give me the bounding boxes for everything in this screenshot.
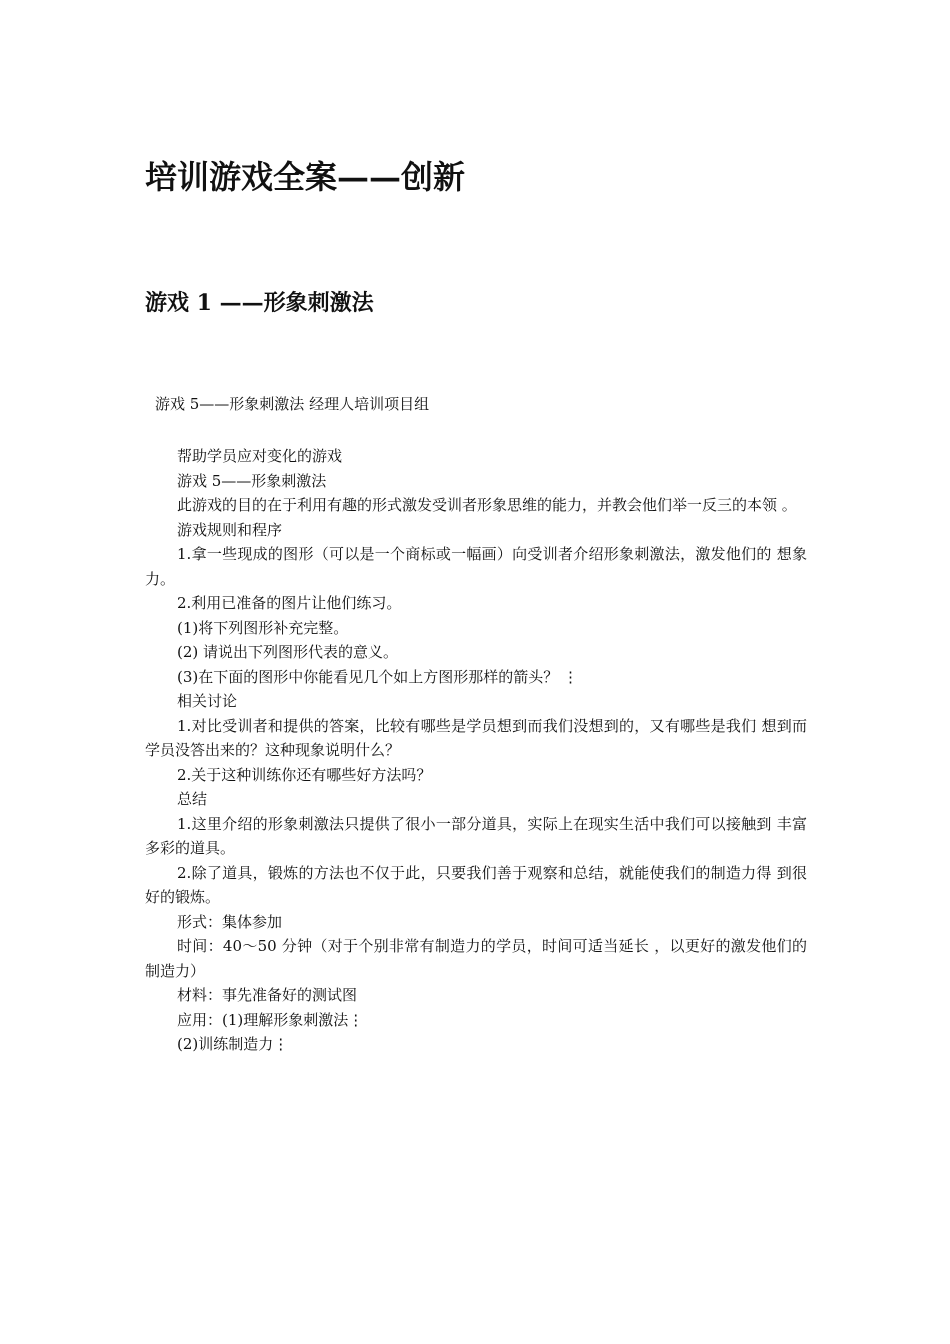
paragraph: 2.利用已准备的图片让他们练习。 — [177, 594, 402, 612]
paragraph: (2) 请说出下列图形代表的意义。 — [177, 643, 399, 661]
paragraph: 1.拿一些现成的图形（可以是一个商标或一幅画）向受训者介绍形象刺激法，激发他们的 想象力。 — [145, 545, 807, 588]
paragraph: 总结 — [177, 790, 208, 808]
paragraph: 形式：集体参加 — [177, 912, 283, 931]
paragraph: (3)在下面的图形中你能看见几个如上方图形那样的箭头？ ⋮ — [177, 667, 579, 686]
paragraph: (1)将下列图形补充完整。 — [177, 618, 349, 637]
section-heading: 游戏 1 ——形象刺激法 — [145, 290, 374, 316]
paragraph: (2)训练制造力⋮ — [177, 1035, 289, 1053]
document-title: 培训游戏全案——创新 — [145, 158, 466, 196]
paragraph: 2.关于这种训练你还有哪些好方法吗？ — [177, 765, 432, 784]
document-body — [145, 444, 807, 1057]
paragraph: 应用：(1)理解形象刺激法⋮ — [177, 1010, 364, 1029]
paragraph: 1.对比受训者和提供的答案，比较有哪些是学员想到而我们没想到的，又有哪些是我们 想到而学员没答出来的？这种现象说明什么？ — [145, 716, 807, 759]
paragraph: 相关讨论 — [177, 692, 238, 710]
source-line: 游戏 5——形象刺激法 经理人培训项目组 — [155, 395, 430, 413]
paragraph: 材料：事先准备好的测试图 — [177, 986, 358, 1004]
paragraph: 时间：40～50 分钟（对于个别非常有制造力的学员，时间可适当延长 ，以更好的激发他们的制造力） — [145, 937, 807, 980]
paragraph: 游戏规则和程序 — [177, 520, 283, 539]
paragraph: 此游戏的目的在于利用有趣的形式激发受训者形象思维的能力，并教会他们举一反三的本领 。 — [177, 496, 797, 514]
paragraph: 1.这里介绍的形象刺激法只提供了很小一部分道具，实际上在现实生活中我们可以接触到 丰富多彩的道具。 — [145, 814, 807, 857]
paragraph: 2.除了道具，锻炼的方法也不仅于此，只要我们善于观察和总结，就能使我们的制造力得 到很好的锻炼。 — [145, 863, 807, 906]
paragraph: 帮助学员应对变化的游戏 — [177, 447, 343, 465]
paragraph: 游戏 5——形象刺激法 — [177, 471, 327, 490]
